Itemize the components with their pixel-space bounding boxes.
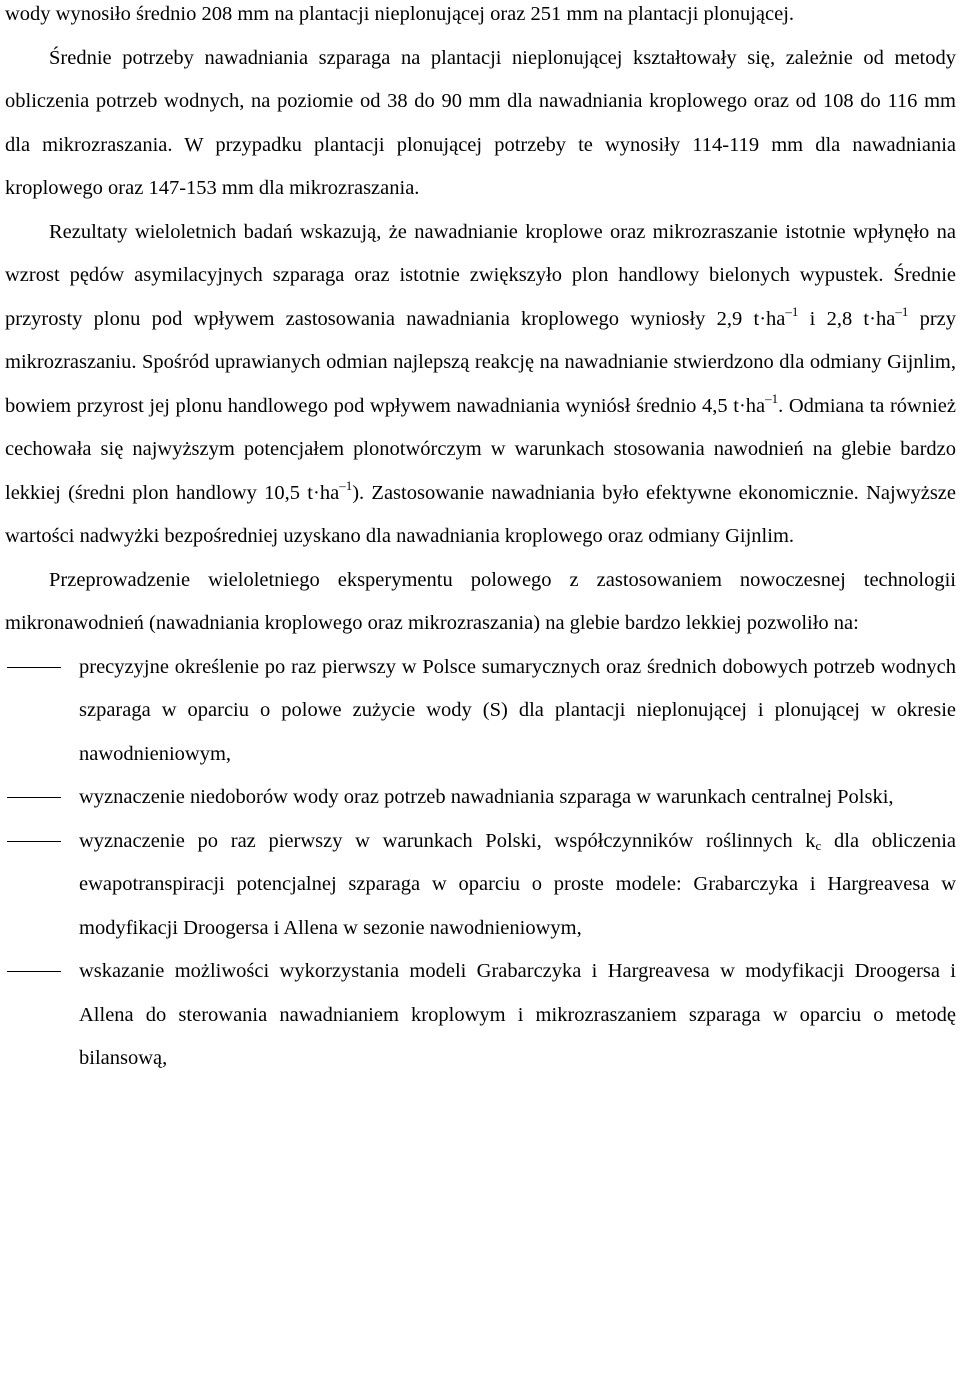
unit-dot: · [738, 394, 746, 417]
list-item-text: wyznaczenie niedoborów wody oraz potrzeb nawadniania szparaga w warunkach centralnej Polski, [79, 786, 894, 808]
list-item-text [79, 830, 956, 939]
list-item [5, 950, 956, 1081]
unit-exponent: –1 [785, 304, 799, 320]
text-segment: wyznaczenie po raz pierwszy w warunkach Polski, współczynników roślinnych k [79, 829, 816, 852]
list-item [5, 646, 956, 777]
paragraph-irrigation-needs: Średnie potrzeby nawadniania szparaga na plantacji nieplonującej kształtowały się, zależnie od metody obliczenia potrzeb wodnych, na poziomie od 38 do 90 mm dla nawadniania kroplowego oraz od 108 do 116 mm dla mikrozraszania. W przypadku plantacji plonującej potrzeby te wynosiły 114-119 mm dla nawadniania kroplowego oraz 147-153 mm dla mikrozraszania. [5, 46, 956, 199]
unit-dot: · [759, 307, 767, 330]
list-item [5, 820, 956, 951]
unit-ha: ha [319, 481, 340, 504]
text-segment: Rezultaty wieloletnich badań wskazują, że nawadnianie kroplowe oraz mikrozraszanie istotnie wpłynęło na wzrost pędów asymilacyjnych szparaga oraz istotnie zwiększyło plon handlowy bielonych wypustek. Średnie przyrosty plonu pod wpływem zastosowania nawadniania kroplowego wyniosły 2,9 t [5, 220, 956, 330]
text-segment: dla obliczenia ewapotranspiracji potencjalnej szparaga w oparciu o proste modele: Grabarczyka i Hargreavesa w modyfikacji Droogersa i Allena w sezonie nawodnieniowym, [79, 829, 957, 939]
text-segment: ). Zastosowanie nawadniania było efektywne ekonomicznie. Najwyższe wartości nadwyżki bezpośredniej uzyskano dla nawadniania kroplowego oraz odmiany Gijnlim. [5, 481, 956, 547]
subscript-c: c [815, 838, 822, 854]
list-item-text: precyzyjne określenie po raz pierwszy w Polsce sumarycznych oraz średnich dobowych potrzeb wodnych szparaga w oparciu o polowe zużycie wody (S) dla plantacji nieplonującej i plonującej w okresie nawodnieniowym, [79, 655, 956, 765]
unit-ha: ha [766, 307, 786, 330]
text-segment: przy mikrozraszaniu. Spośród uprawianych odmian najlepszą reakcję na nawadnianie stwierdzono dla odmiany Gijnlim, bowiem przyrost jej plonu handlowego pod wpływem nawadniania wyniósł średnio 4,5 t [5, 307, 956, 417]
unit-exponent: –1 [895, 304, 909, 320]
paragraph-research-results [5, 211, 956, 559]
unit-exponent: –1 [339, 478, 353, 494]
unit-ha: ha [875, 307, 896, 330]
list-item-text: wskazanie możliwości wykorzystania modeli Grabarczyka i Hargreavesa w modyfikacji Droogersa i Allena do sterowania nawadnianiem kroplowym i mikrozraszaniem szparaga w oparciu o metodę bilansową, [79, 960, 956, 1069]
paragraph-continuation: wody wynosiło średnio 208 mm na plantacji nieplonującej oraz 251 mm na plantacji plonującej. [5, 3, 795, 25]
text-segment: i 2,8 t [798, 307, 870, 330]
conclusions-list [5, 646, 956, 1081]
unit-dot: · [313, 481, 320, 504]
text-segment: . Odmiana ta również cechowała się najwyższym potencjałem plonotwórczym w warunkach stosowania nawodnień na glebie bardzo lekkiej (średni plon handlowy 10,5 t [5, 394, 956, 504]
unit-ha: ha [745, 394, 766, 417]
unit-exponent: –1 [765, 391, 779, 407]
paragraph-conclusions-intro: Przeprowadzenie wieloletniego eksperymentu polowego z zastosowaniem nowoczesnej technologii mikronawodnień (nawadniania kroplowego oraz mikrozraszania) na glebie bardzo lekkiej pozwoliło na: [5, 568, 956, 634]
list-item [5, 776, 956, 820]
unit-dot: · [869, 307, 876, 330]
